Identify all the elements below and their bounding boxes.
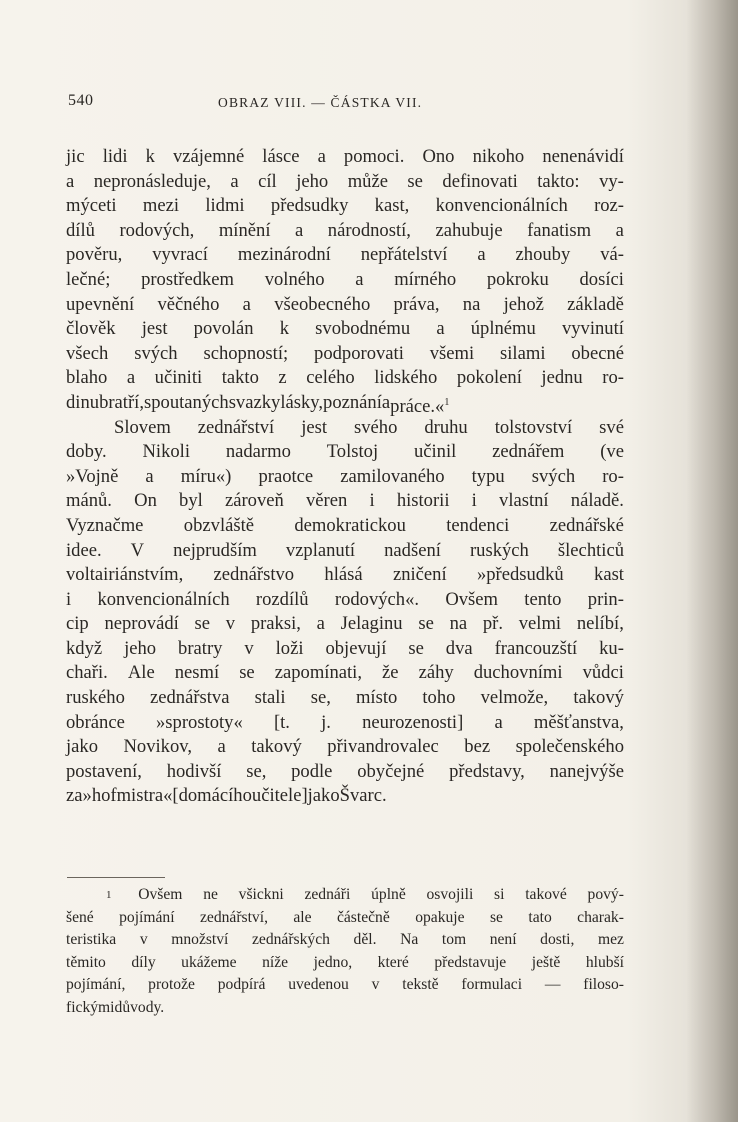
page-binding-shadow: [686, 0, 738, 1122]
footnote-line: těmito díly ukážeme níže jedno, které představuje ještě hlubší: [66, 953, 624, 971]
body-line: voltairiánstvím, zednářstvo hlásá zničení »předsudků kast: [66, 564, 624, 586]
body-line: i konvencionálních rozdílů rodových«. Ovšem tento prin-: [66, 588, 624, 610]
body-line: ruského zednářstva stali se, místo toho velmože, takový: [66, 687, 624, 709]
footnote: [66, 884, 624, 1019]
body-line: lečné; prostředkem volného a mírného pokroku dosíci: [66, 268, 624, 290]
body-line: jic lidi k vzájemné lásce a pomoci. Ono nikoho nenenávidí: [66, 146, 624, 167]
body-line: mánů. On byl zároveň věren i historii i vlastní náladě.: [66, 490, 624, 512]
footnote-marker: 1: [106, 889, 112, 901]
footnote-line: pojímání, protože podpírá uvedenou v tekstě formulaci — filoso-: [66, 976, 624, 993]
footnote-reference[interactable]: 1: [444, 396, 450, 408]
body-line: upevnění věčného a všeobecného práva, na jehož základě: [66, 293, 624, 315]
footnote-line: 1 Ovšem ne všickni zednáři úplně osvojili si takové pový-: [66, 884, 624, 907]
body-line: dílů rodových, mínění a národností, zahubuje fanatism a: [66, 219, 624, 241]
page-header: [68, 92, 628, 116]
body-line: cip neprovádí se v praksi, a Jelaginu se na př. velmi nelíbí,: [66, 613, 624, 635]
body-line: dinu bratří, spoutaných svazky lásky, poznání a práce.«$^1$: [66, 391, 450, 417]
footnote-line: teristika v množství zednářských děl. Na tom není dosti, mez: [66, 931, 624, 948]
body-line: chaři. Ale nesmí se zapomínati, že záhy duchovními vůdci: [66, 662, 624, 684]
body-line: jako Novikov, a takový přivandrovalec bez společenského: [66, 736, 624, 758]
body-line: za »hofmistra« [domácího učitele] jako Švarc.: [66, 785, 387, 807]
running-title: OBRAZ VIII. — ČÁSTKA VII.: [218, 95, 423, 110]
footnote-line: šené pojímání zednářství, ale částečně opakuje se tato charak-: [66, 908, 624, 926]
body-line: »Vojně a míru«) praotce zamilovaného typu svých ro-: [66, 465, 624, 487]
body-line: mýceti mezi lidmi předsudky kast, konvencionálních roz-: [66, 195, 624, 217]
body-line: idee. V nejprudším vzplanutí nadšení ruských šlechticů: [66, 539, 624, 561]
body-line: Slovem zednářství jest svého druhu tolstovství své: [114, 416, 624, 438]
body-line: když jeho bratry v loži objevují se dva francouzští ku-: [66, 637, 624, 659]
body-line: člověk jest povolán k svobodnému a úplnému vyvinutí: [66, 318, 624, 340]
body-line: a nepronásleduje, a cíl jeho může se definovati takto: vy-: [66, 170, 624, 192]
footnote-rule: [67, 877, 165, 878]
body-line: blaho a učiniti takto z celého lidského pokolení jednu ro-: [66, 367, 624, 389]
body-line: všech svých schopností; podporovati všemi silami obecné: [66, 342, 624, 364]
body-line: postavení, hodivší se, podle obyčejné představy, nanejvýše: [66, 760, 624, 782]
page-number: 540: [68, 92, 94, 109]
body-line: obránce »sprostoty« [t. j. neurozenosti] a měšťanstva,: [66, 711, 624, 733]
body-line: doby. Nikoli nadarmo Tolstoj učinil zednářem (ve: [66, 441, 624, 463]
body-line: Vyznačme obzvláště demokratickou tendenci zednářské: [66, 514, 624, 536]
body-text: [66, 145, 624, 809]
body-line: pověru, vyvrací mezinárodní nepřátelství a zhouby vá-: [66, 244, 624, 266]
footnote-line: fickými důvody.: [66, 998, 165, 1016]
